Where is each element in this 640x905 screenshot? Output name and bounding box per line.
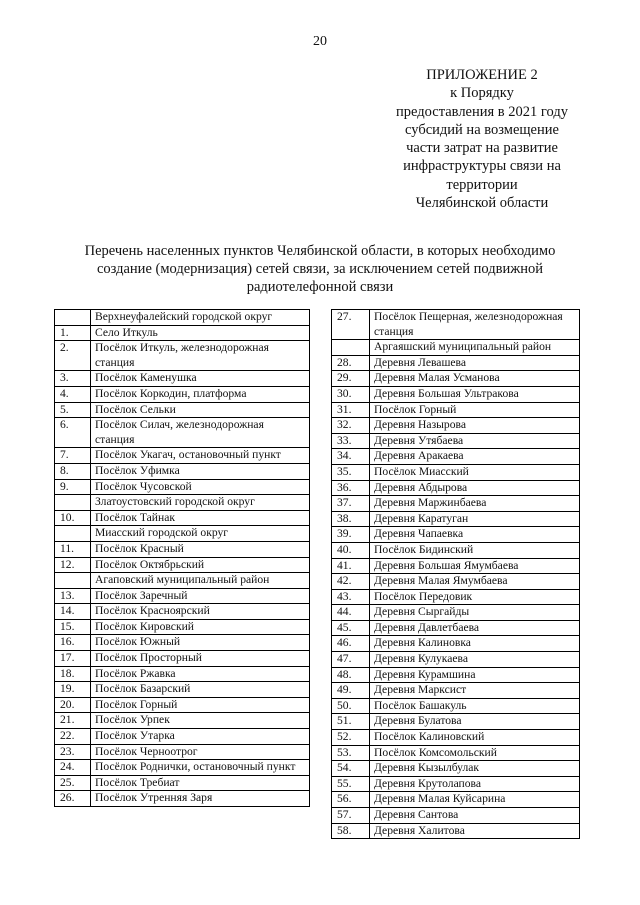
settlement-name: Посёлок Тайнак — [91, 510, 310, 526]
settlement-name: Посёлок Требиат — [91, 775, 310, 791]
row-number: 43. — [332, 589, 370, 605]
row-number: 34. — [332, 449, 370, 465]
row-number: 25. — [55, 775, 91, 791]
row-number: 46. — [332, 636, 370, 652]
settlement-row — [332, 355, 580, 371]
row-number — [55, 310, 91, 326]
settlement-row — [332, 496, 580, 512]
settlement-name: Посёлок Кировский — [91, 619, 310, 635]
settlement-name: Деревня Назырова — [370, 418, 580, 434]
settlement-name: Деревня Абдырова — [370, 480, 580, 496]
district-header-row — [55, 526, 310, 542]
settlement-name: Посёлок Красный — [91, 541, 310, 557]
settlement-row — [55, 463, 310, 479]
appendix-line: к Порядку — [450, 85, 514, 102]
settlement-row — [55, 682, 310, 698]
settlement-name: Посёлок Просторный — [91, 651, 310, 667]
district-name: Златоустовский городской округ — [91, 495, 310, 511]
row-number: 22. — [55, 729, 91, 745]
settlement-name: Посёлок Красноярский — [91, 604, 310, 620]
settlement-name: Посёлок Иткуль, железнодорожная станция — [91, 341, 310, 371]
settlement-row — [332, 371, 580, 387]
row-number: 38. — [332, 511, 370, 527]
settlement-name: Посёлок Бидинский — [370, 542, 580, 558]
settlement-name: Деревня Большая Ультракова — [370, 386, 580, 402]
settlement-row — [332, 792, 580, 808]
row-number: 4. — [55, 386, 91, 402]
settlement-name: Деревня Утябаева — [370, 433, 580, 449]
settlement-name: Деревня Кызылбулак — [370, 761, 580, 777]
row-number: 40. — [332, 542, 370, 558]
settlement-row — [332, 714, 580, 730]
settlement-name: Деревня Малая Ямумбаева — [370, 574, 580, 590]
settlement-name: Посёлок Калиновский — [370, 730, 580, 746]
settlement-name: Деревня Маржинбаева — [370, 496, 580, 512]
row-number: 51. — [332, 714, 370, 730]
settlement-name: Посёлок Горный — [91, 697, 310, 713]
settlement-row — [332, 808, 580, 824]
settlement-name: Деревня Большая Ямумбаева — [370, 558, 580, 574]
settlement-row — [332, 480, 580, 496]
district-header-row — [55, 573, 310, 589]
settlement-row — [55, 448, 310, 464]
row-number — [55, 495, 91, 511]
row-number: 24. — [55, 760, 91, 776]
settlement-name: Посёлок Черноотрог — [91, 744, 310, 760]
settlement-row — [332, 433, 580, 449]
row-number: 5. — [55, 402, 91, 418]
row-number: 47. — [332, 652, 370, 668]
district-name: Миасский городской округ — [91, 526, 310, 542]
title-line: Перечень населенных пунктов Челябинской области, в которых необходимо — [84, 243, 556, 259]
row-number: 56. — [332, 792, 370, 808]
row-number: 57. — [332, 808, 370, 824]
settlement-name: Деревня Малая Куйсарина — [370, 792, 580, 808]
settlement-name: Деревня Булатова — [370, 714, 580, 730]
row-number: 9. — [55, 479, 91, 495]
row-number: 19. — [55, 682, 91, 698]
row-number: 30. — [332, 386, 370, 402]
settlement-name: Посёлок Базарский — [91, 682, 310, 698]
settlement-name: Деревня Марксист — [370, 683, 580, 699]
settlement-row — [332, 386, 580, 402]
settlement-name: Деревня Крутолапова — [370, 776, 580, 792]
row-number: 15. — [55, 619, 91, 635]
row-number: 36. — [332, 480, 370, 496]
appendix-line: ПРИЛОЖЕНИЕ 2 — [426, 67, 538, 83]
settlement-name: Деревня Кулукаева — [370, 652, 580, 668]
settlement-row — [55, 666, 310, 682]
row-number: 37. — [332, 496, 370, 512]
row-number: 42. — [332, 574, 370, 590]
settlements-table-left — [54, 309, 310, 807]
row-number: 23. — [55, 744, 91, 760]
row-number: 13. — [55, 588, 91, 604]
settlement-name: Посёлок Чусовской — [91, 479, 310, 495]
settlement-name: Деревня Курамшина — [370, 667, 580, 683]
document-title — [50, 242, 590, 296]
settlement-name: Посёлок Уфимка — [91, 463, 310, 479]
settlement-row — [55, 635, 310, 651]
settlement-name: Посёлок Миасский — [370, 464, 580, 480]
settlement-name: Село Иткуль — [91, 325, 310, 341]
row-number: 35. — [332, 464, 370, 480]
settlement-name: Посёлок Октябрьский — [91, 557, 310, 573]
row-number: 29. — [332, 371, 370, 387]
settlement-row — [55, 386, 310, 402]
settlement-name: Посёлок Южный — [91, 635, 310, 651]
settlement-name: Деревня Халитова — [370, 823, 580, 839]
row-number: 48. — [332, 667, 370, 683]
settlement-name: Деревня Чапаевка — [370, 527, 580, 543]
appendix-line: Челябинской области — [415, 195, 549, 212]
settlement-row — [55, 418, 310, 448]
appendix-line: инфраструктуры связи на — [403, 158, 561, 175]
settlement-row — [332, 542, 580, 558]
settlement-row — [55, 744, 310, 760]
row-number: 49. — [332, 683, 370, 699]
row-number: 33. — [332, 433, 370, 449]
settlement-row — [332, 605, 580, 621]
settlement-row — [55, 588, 310, 604]
row-number: 55. — [332, 776, 370, 792]
row-number: 32. — [332, 418, 370, 434]
settlement-row — [55, 619, 310, 635]
settlement-name: Посёлок Силач, железнодорожная станция — [91, 418, 310, 448]
settlement-row — [55, 775, 310, 791]
row-number: 10. — [55, 510, 91, 526]
row-number: 3. — [55, 371, 91, 387]
settlement-name: Посёлок Комсомольский — [370, 745, 580, 761]
settlements-table-right — [331, 309, 580, 839]
district-name: Верхнеуфалейский городской округ — [91, 310, 310, 326]
row-number: 8. — [55, 463, 91, 479]
row-number: 39. — [332, 527, 370, 543]
settlement-name: Посёлок Пещерная, железнодорожная станция — [370, 310, 580, 340]
settlement-row — [332, 418, 580, 434]
district-header-row — [55, 310, 310, 326]
title-line: радиотелефонной связи — [246, 279, 394, 295]
settlement-row — [332, 823, 580, 839]
row-number: 52. — [332, 730, 370, 746]
settlement-name: Посёлок Утарка — [91, 729, 310, 745]
settlement-name: Посёлок Укагач, остановочный пункт — [91, 448, 310, 464]
settlement-row — [55, 541, 310, 557]
row-number: 28. — [332, 355, 370, 371]
settlement-name: Посёлок Коркодин, платформа — [91, 386, 310, 402]
settlement-row — [332, 652, 580, 668]
row-number: 20. — [55, 697, 91, 713]
settlement-name: Посёлок Утренняя Заря — [91, 791, 310, 807]
settlement-row — [55, 713, 310, 729]
settlement-row — [55, 697, 310, 713]
row-number: 58. — [332, 823, 370, 839]
row-number: 6. — [55, 418, 91, 448]
row-number — [55, 573, 91, 589]
row-number: 11. — [55, 541, 91, 557]
district-name: Аргаяшский муниципальный район — [370, 340, 580, 356]
settlement-name: Посёлок Сельки — [91, 402, 310, 418]
settlement-row — [332, 527, 580, 543]
settlement-row — [55, 604, 310, 620]
settlement-row — [332, 761, 580, 777]
settlement-row — [332, 745, 580, 761]
settlement-name: Посёлок Роднички, остановочный пункт — [91, 760, 310, 776]
settlement-row — [55, 510, 310, 526]
appendix-line: части затрат на развитие — [406, 140, 558, 157]
settlement-row — [332, 589, 580, 605]
settlement-row — [55, 402, 310, 418]
settlement-row — [332, 310, 580, 340]
row-number: 31. — [332, 402, 370, 418]
settlement-row — [332, 511, 580, 527]
row-number: 12. — [55, 557, 91, 573]
settlement-row — [55, 791, 310, 807]
settlement-name: Посёлок Горный — [370, 402, 580, 418]
row-number: 50. — [332, 698, 370, 714]
title-line: создание (модернизация) сетей связи, за исключением сетей подвижной — [96, 261, 544, 277]
settlement-row — [55, 325, 310, 341]
settlement-row — [332, 776, 580, 792]
settlement-name: Посёлок Башакуль — [370, 698, 580, 714]
settlement-name: Деревня Калиновка — [370, 636, 580, 652]
settlement-row — [55, 371, 310, 387]
row-number: 41. — [332, 558, 370, 574]
settlement-row — [332, 730, 580, 746]
settlement-row — [332, 558, 580, 574]
settlement-row — [55, 729, 310, 745]
settlement-name: Деревня Аракаева — [370, 449, 580, 465]
settlement-name: Посёлок Заречный — [91, 588, 310, 604]
settlement-row — [332, 449, 580, 465]
settlement-name: Деревня Малая Усманова — [370, 371, 580, 387]
settlement-name: Деревня Сыргайды — [370, 605, 580, 621]
row-number: 7. — [55, 448, 91, 464]
settlement-name: Деревня Каратуган — [370, 511, 580, 527]
row-number: 26. — [55, 791, 91, 807]
settlement-row — [55, 341, 310, 371]
settlement-name: Деревня Сантова — [370, 808, 580, 824]
settlement-row — [55, 479, 310, 495]
settlement-name: Посёлок Каменушка — [91, 371, 310, 387]
district-name: Агаповский муниципальный район — [91, 573, 310, 589]
row-number: 44. — [332, 605, 370, 621]
page-number: 20 — [313, 34, 327, 49]
settlement-name: Деревня Давлетбаева — [370, 620, 580, 636]
settlement-row — [55, 651, 310, 667]
settlement-row — [332, 683, 580, 699]
row-number: 27. — [332, 310, 370, 340]
row-number — [332, 340, 370, 356]
row-number: 2. — [55, 341, 91, 371]
settlement-row — [332, 402, 580, 418]
settlement-row — [55, 557, 310, 573]
row-number: 21. — [55, 713, 91, 729]
settlement-row — [55, 760, 310, 776]
district-header-row — [55, 495, 310, 511]
row-number: 14. — [55, 604, 91, 620]
district-header-row — [332, 340, 580, 356]
row-number: 17. — [55, 651, 91, 667]
row-number: 54. — [332, 761, 370, 777]
settlement-row — [332, 620, 580, 636]
row-number — [55, 526, 91, 542]
settlement-row — [332, 464, 580, 480]
settlement-name: Посёлок Урпек — [91, 713, 310, 729]
row-number: 1. — [55, 325, 91, 341]
settlement-name: Посёлок Ржавка — [91, 666, 310, 682]
appendix-line: предоставления в 2021 году — [396, 103, 568, 120]
settlement-row — [332, 667, 580, 683]
settlement-row — [332, 574, 580, 590]
settlement-name: Посёлок Передовик — [370, 589, 580, 605]
row-number: 53. — [332, 745, 370, 761]
settlement-name: Деревня Левашева — [370, 355, 580, 371]
row-number: 16. — [55, 635, 91, 651]
appendix-line: субсидий на возмещение — [405, 121, 559, 138]
row-number: 18. — [55, 666, 91, 682]
row-number: 45. — [332, 620, 370, 636]
settlement-row — [332, 698, 580, 714]
appendix-line: территории — [446, 176, 518, 193]
appendix-header — [372, 66, 592, 212]
settlement-row — [332, 636, 580, 652]
